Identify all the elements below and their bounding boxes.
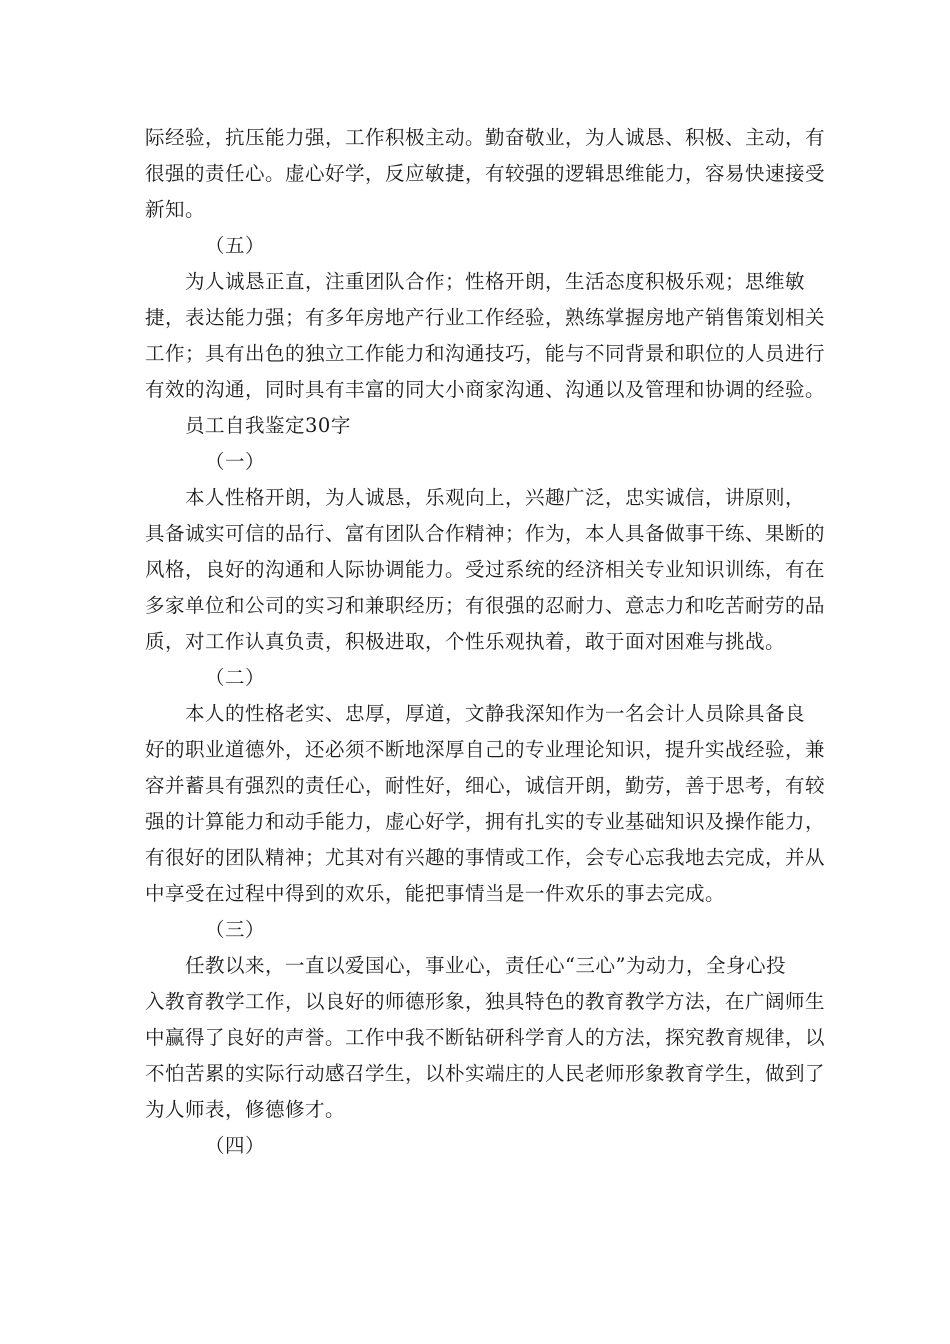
body-text-line: 好的职业道德外，还必须不断地深厚自己的专业理论知识，提升实战经验，兼 xyxy=(145,738,826,761)
body-text-line: 新知。 xyxy=(145,198,206,221)
body-text-line: 容并蓄具有强烈的责任心，耐性好，细心，诚信开朗，勤劳，善于思考，有较 xyxy=(145,774,826,797)
body-text-line: 质，对工作认真负责，积极进取，个性乐观执着，敢于面对困难与挑战。 xyxy=(145,630,786,653)
body-text-line: 中享受在过程中得到的欢乐，能把事情当是一件欢乐的事去完成。 xyxy=(145,882,726,905)
paragraph-first-line: 本人的性格老实、忠厚，厚道，文静我深知作为一名会计人员除具备良 xyxy=(185,702,806,725)
body-text-line: 际经验，抗压能力强，工作积极主动。勤奋敬业，为人诚恳、积极、主动，有 xyxy=(145,126,826,149)
body-text-line: 工作；具有出色的独立工作能力和沟通技巧，能与不同背景和职位的人员进行 xyxy=(145,342,826,365)
body-text-line: 为人师表，修德修才。 xyxy=(145,1098,346,1121)
body-text-line: 多家单位和公司的实习和兼职经历；有很强的忍耐力、意志力和吃苦耐劳的品 xyxy=(145,594,826,617)
body-text-line: 有效的沟通，同时具有丰富的同大小商家沟通、沟通以及管理和协调的经验。 xyxy=(145,378,826,401)
section-heading: 员工自我鉴定30字 xyxy=(185,414,351,437)
section-label: （一） xyxy=(205,450,266,473)
paragraph-first-line: 任教以来，一直以爱国心，事业心，责任心“三心”为动力，全身心投 xyxy=(185,954,786,977)
section-label: （二） xyxy=(205,666,266,689)
body-text-line: 强的计算能力和动手能力，虚心好学，拥有扎实的专业基础知识及操作能力， xyxy=(145,810,826,833)
section-label: （五） xyxy=(205,234,266,257)
body-text-line: 入教育教学工作，以良好的师德形象，独具特色的教育教学方法，在广阔师生 xyxy=(145,990,826,1013)
body-text-line: 不怕苦累的实际行动感召学生，以朴实端庄的人民老师形象教育学生，做到了 xyxy=(145,1062,826,1085)
paragraph-first-line: 为人诚恳正直，注重团队合作；性格开朗，生活态度积极乐观；思维敏 xyxy=(185,270,806,293)
section-label: （三） xyxy=(205,918,266,941)
body-text-line: 很强的责任心。虚心好学，反应敏捷，有较强的逻辑思维能力，容易快速接受 xyxy=(145,162,826,185)
body-text-line: 捷，表达能力强；有多年房地产行业工作经验，熟练掌握房地产销售策划相关 xyxy=(145,306,826,329)
body-text-line: 有很好的团队精神；尤其对有兴趣的事情或工作，会专心忘我地去完成，并从 xyxy=(145,846,826,869)
paragraph-first-line: 本人性格开朗，为人诚恳，乐观向上，兴趣广泛，忠实诚信，讲原则， xyxy=(185,486,806,509)
section-label: （四） xyxy=(205,1134,266,1157)
body-text-line: 中赢得了良好的声誉。工作中我不断钻研科学育人的方法，探究教育规律，以 xyxy=(145,1026,826,1049)
body-text-line: 风格，良好的沟通和人际协调能力。受过系统的经济相关专业知识训练，有在 xyxy=(145,558,826,581)
body-text-line: 具备诚实可信的品行、富有团队合作精神；作为，本人具备做事干练、果断的 xyxy=(145,522,826,545)
